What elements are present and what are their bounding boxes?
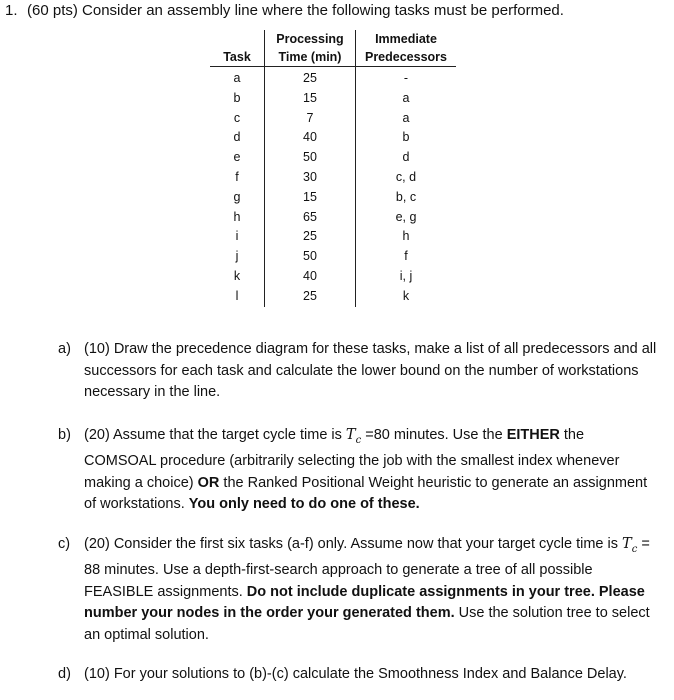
task-cell: c	[233, 110, 241, 125]
table-row	[210, 148, 456, 168]
only-one-note: You only need to do one of these.	[188, 496, 420, 513]
pred-cell: -	[356, 67, 457, 89]
pred-cell: a	[356, 109, 457, 129]
task-cell: d	[233, 130, 241, 145]
time-cell: 30	[265, 168, 356, 188]
time-cell: 50	[265, 247, 356, 267]
time-cell: 40	[265, 128, 356, 148]
question-intro: (60 pts) Consider an assembly line where the following tasks must be performed.	[27, 2, 564, 19]
part-a-text: (10) Draw the precedence diagram for these tasks, make a list of all predecessors and all successors for each task and calculate the lower bound on the number of workstations necessary in the line.	[84, 341, 657, 400]
part-b	[58, 425, 658, 516]
question-number: 1.	[5, 2, 18, 19]
time-cell: 65	[265, 208, 356, 228]
header-processing-time: Processing Time (min)	[265, 30, 356, 67]
part-b-text: (20) Assume that the target cycle time is $T_c =80$ minutes. Use the EITHER the COMSOAL procedure (arbitrarily selecting the job with the smallest index whenever making a choice) OR the Ranked Positional Weight heuristic to generate an assignment of workstations. You only need to do one of these.	[84, 427, 648, 513]
header-immediate-predecessors: Immediate Predecessors	[356, 30, 457, 67]
table-row	[210, 287, 456, 307]
no-duplicates-note: Do not include duplicate assignments in your tree.	[246, 583, 595, 600]
task-cell: g	[233, 189, 241, 204]
part-c-text: (20) Consider the first six tasks (a-f) only. Assume now that your target cycle time is $T_c = 88$ minutes. Use a depth-first-search approach to generate a tree of all possible FEASIBLE assignments. Do not include duplicate assignments in your tree. Please number your nodes in the order your generated them. Use the solution tree to select an optimal solution.	[84, 536, 650, 643]
part-d-label: d)	[58, 666, 71, 682]
header-task: Task	[210, 30, 265, 67]
task-table	[210, 30, 456, 307]
task-cell: b	[233, 90, 241, 105]
table-row	[210, 208, 456, 228]
task-cell: a	[233, 71, 241, 85]
number-nodes-note: Please number your nodes in the order your generated them.	[84, 583, 645, 622]
either-emphasis: EITHER	[506, 427, 560, 443]
task-cell: h	[233, 209, 241, 224]
time-cell: 15	[265, 188, 356, 208]
time-cell: 40	[265, 267, 356, 287]
pred-cell: d	[356, 148, 457, 168]
pred-cell: i, j	[356, 267, 457, 287]
part-d	[58, 664, 658, 686]
table-row	[210, 188, 456, 208]
table-row	[210, 128, 456, 148]
table-row	[210, 168, 456, 188]
question-header	[5, 1, 564, 21]
time-cell: 25	[265, 67, 356, 89]
pred-cell: b, c	[356, 188, 457, 208]
task-cell: j	[235, 249, 239, 264]
or-emphasis: OR	[197, 474, 220, 491]
pred-cell: h	[356, 227, 457, 247]
part-a	[58, 339, 658, 404]
table-header-row	[210, 30, 456, 67]
time-cell: 15	[265, 89, 356, 109]
table-row	[210, 109, 456, 129]
time-cell: 50	[265, 148, 356, 168]
task-cell: f	[235, 169, 239, 184]
table-row	[210, 247, 456, 267]
pred-cell: c, d	[356, 168, 457, 188]
table-row	[210, 227, 456, 247]
time-cell: 7	[265, 109, 356, 129]
part-b-label: b)	[58, 427, 71, 443]
pred-cell: k	[356, 287, 457, 307]
time-cell: 25	[265, 227, 356, 247]
part-c	[58, 534, 658, 646]
cycle-time-symbol: $T_c$	[622, 536, 638, 555]
table-row	[210, 67, 456, 89]
table-row	[210, 89, 456, 109]
part-d-text: (10) For your solutions to (b)-(c) calculate the Smoothness Index and Balance Delay.	[84, 666, 627, 682]
part-a-label: a)	[58, 341, 71, 357]
task-cell: i	[235, 229, 239, 244]
part-c-label: c)	[58, 536, 71, 552]
pred-cell: f	[356, 247, 457, 267]
pred-cell: e, g	[356, 208, 457, 228]
task-cell: k	[233, 268, 241, 283]
pred-cell: a	[356, 89, 457, 109]
task-cell: e	[233, 150, 241, 165]
pred-cell: b	[356, 128, 457, 148]
time-cell: 25	[265, 287, 356, 307]
cycle-time-symbol: $T_c$	[345, 427, 362, 446]
table-row	[210, 267, 456, 287]
task-cell: l	[235, 288, 239, 303]
